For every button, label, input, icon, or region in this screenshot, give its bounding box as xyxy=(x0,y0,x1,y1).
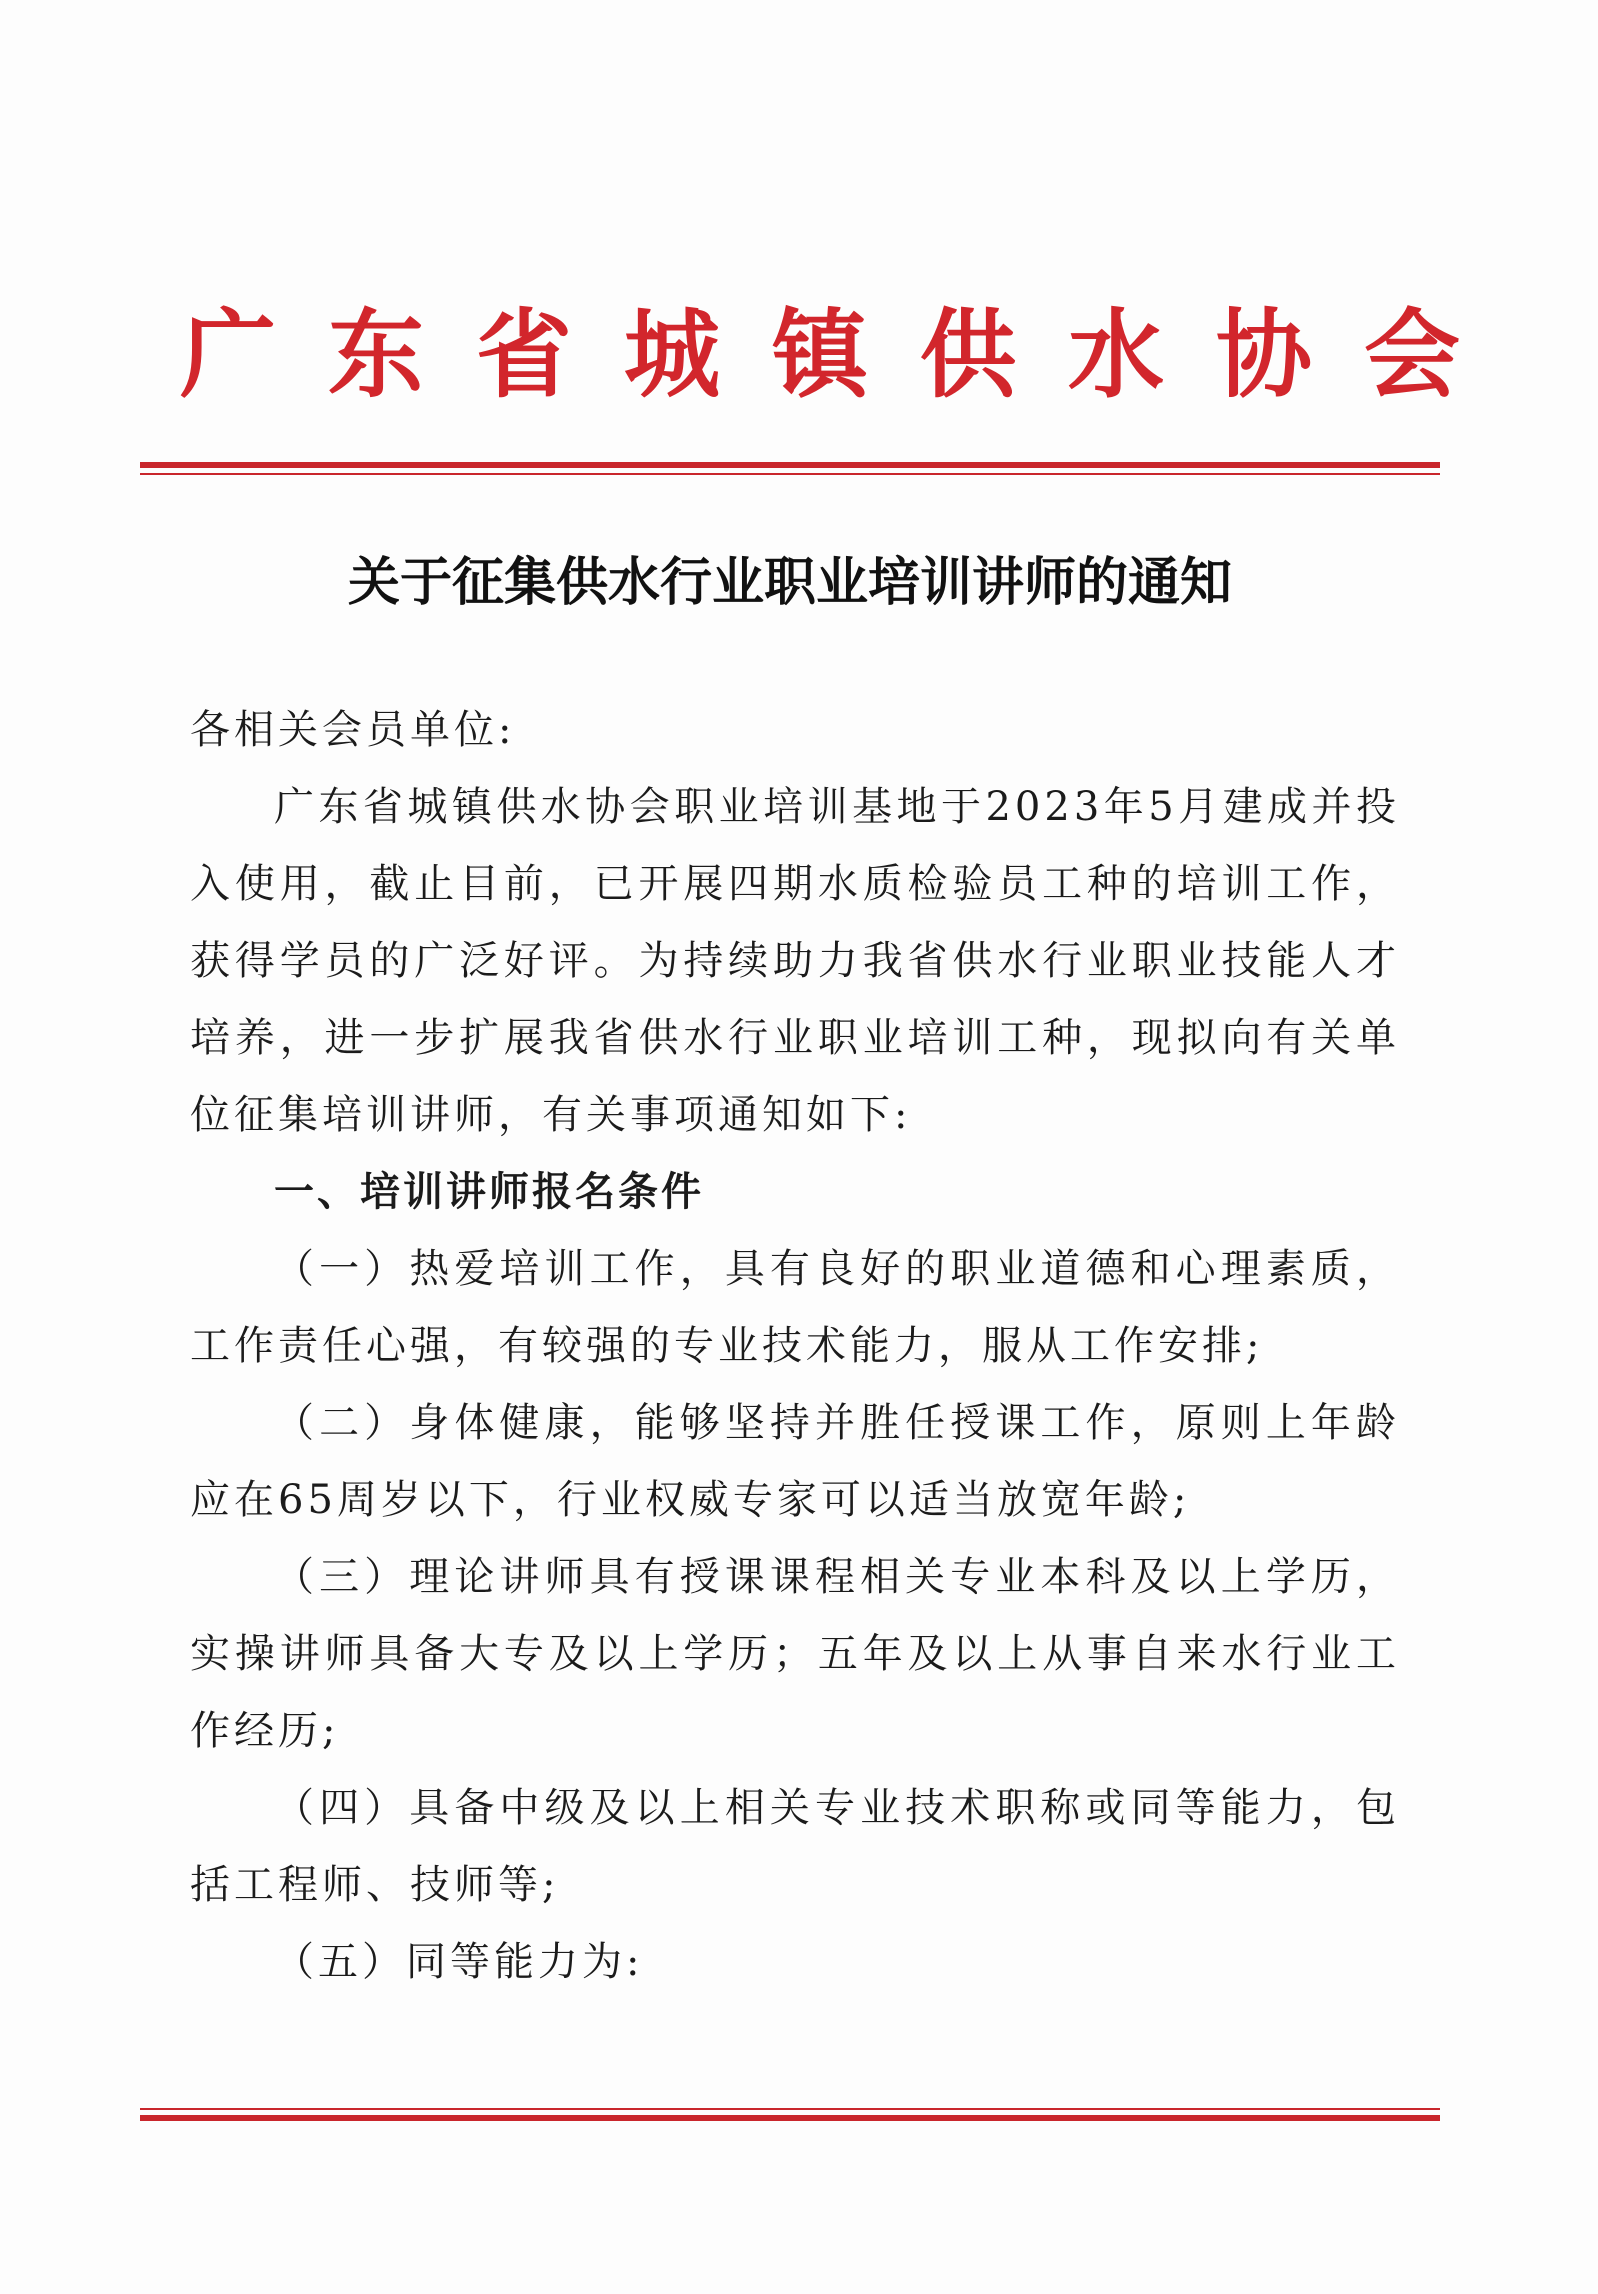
condition-item: （一）热爱培训工作，具有良好的职业道德和心理素质，工作责任心强，有较强的专业技术能力，服从工作安排; xyxy=(190,1246,1400,1369)
intro-paragraph: 广东省城镇供水协会职业培训基地于2023年5月建成并投入使用，截止目前，已开展四期水质检验员工种的培训工作，获得学员的广泛好评。为持续助力我省供水行业职业技能人才培养，进一步扩展我省供水行业职业培训工种，现拟向有关单位征集培训讲师，有关事项通知如下: xyxy=(190,784,1400,1138)
condition-item: （二）身体健康，能够坚持并胜任授课工作，原则上年龄应在65周岁以下，行业权威专家可以适当放宽年龄; xyxy=(190,1400,1400,1523)
divider-thick-line xyxy=(140,462,1440,468)
condition-item: （四）具备中级及以上相关专业技术职称或同等能力，包括工程师、技师等; xyxy=(190,1785,1400,1908)
notice-title: 关于征集供水行业职业培训讲师的通知 xyxy=(347,553,1232,613)
condition-item: （五）同等能力为: xyxy=(274,1939,644,1985)
divider-thin-line xyxy=(140,2108,1440,2110)
salutation: 各相关会员单位: xyxy=(190,707,516,753)
divider-thick-line xyxy=(140,2115,1440,2121)
letterhead-divider xyxy=(140,462,1440,475)
section-heading: 一、培训讲师报名条件 xyxy=(274,1169,704,1215)
footer-divider xyxy=(140,2108,1440,2121)
notice-body xyxy=(190,692,1400,2001)
letterhead-org-name: 广东省城镇供水协会 xyxy=(180,298,1512,411)
condition-item: （三）理论讲师具有授课课程相关专业本科及以上学历，实操讲师具备大专及以上学历；五年及以上从事自来水行业工作经历; xyxy=(190,1554,1400,1754)
divider-thin-line xyxy=(140,473,1440,475)
